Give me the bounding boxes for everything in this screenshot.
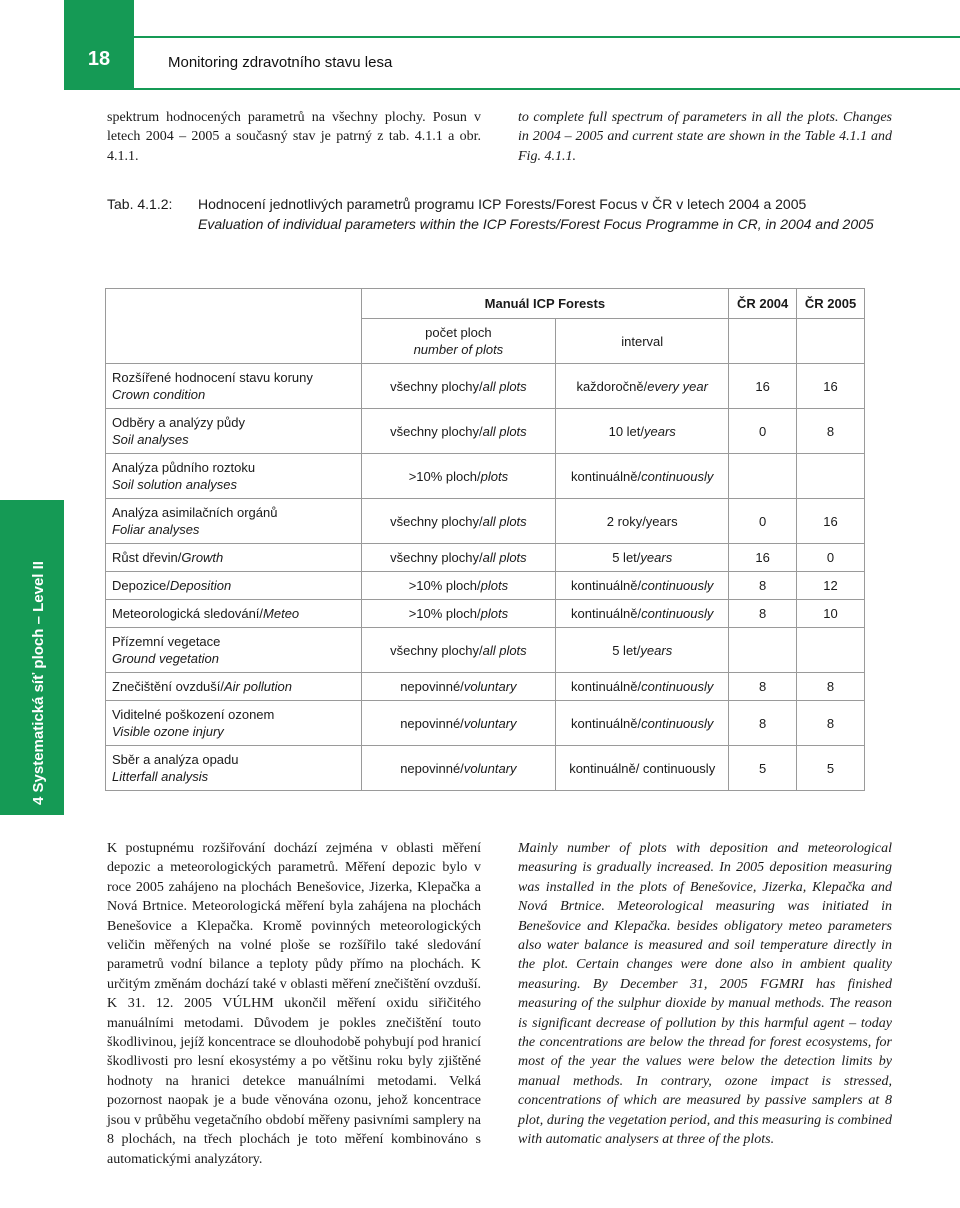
running-title: Monitoring zdravotního stavu lesa [168, 54, 393, 71]
row-parameter-en: Crown condition [112, 387, 206, 402]
row-plots-en: plots [480, 468, 509, 484]
row-parameter-cz: Analýza asimilačních orgánů [112, 505, 278, 520]
row-plots-cz: všechny plochy/ [390, 513, 483, 529]
row-plots-cz: >10% ploch/ [408, 578, 481, 593]
row-parameter-en: Meteo [263, 606, 300, 621]
row-interval-en: continuously [641, 468, 714, 484]
row-parameter-cz: Přízemní vegetace [112, 634, 221, 649]
row-cr2005: 16 [797, 499, 865, 544]
row-cr2005: 0 [797, 544, 865, 572]
table-row [106, 364, 865, 409]
row-plots [361, 701, 556, 746]
row-plots [361, 600, 556, 628]
row-interval [556, 544, 729, 572]
row-interval [556, 499, 729, 544]
row-plots [361, 499, 556, 544]
row-plots-en: all plots [482, 550, 527, 565]
row-plots [361, 628, 556, 673]
row-interval-en: continuously [641, 578, 714, 593]
row-plots [361, 746, 556, 791]
row-cr2004 [729, 454, 797, 499]
row-cr2005: 5 [797, 746, 865, 791]
row-plots-en: voluntary [463, 715, 517, 731]
row-parameter-en: Air pollution [224, 679, 292, 694]
table-row [106, 600, 865, 628]
row-plots-cz: všechny plochy/ [390, 423, 483, 439]
row-cr2004: 0 [729, 499, 797, 544]
row-plots-en: all plots [482, 513, 527, 529]
row-plots-cz: >10% ploch/ [408, 468, 481, 484]
row-parameter [106, 409, 362, 454]
row-parameter-en: Litterfall analysis [112, 769, 209, 784]
row-interval [556, 673, 729, 701]
row-parameter-en: Soil solution analyses [112, 477, 238, 492]
table-caption [107, 195, 897, 234]
row-parameter-en: Visible ozone injury [112, 724, 224, 739]
table-row [106, 628, 865, 673]
row-interval-cz: každoročně/ [576, 378, 648, 394]
row-interval-en: years [640, 550, 673, 565]
row-plots [361, 572, 556, 600]
row-parameter-en: Ground vegetation [112, 651, 219, 666]
row-parameter [106, 746, 362, 791]
table-caption-cz: Hodnocení jednotlivých parametrů programu ICP Forests/Forest Focus v ČR v letech 2004 a 2005 [198, 196, 807, 212]
row-plots [361, 454, 556, 499]
header-manual: Manuál ICP Forests [361, 289, 729, 319]
row-parameter-cz: Odběry a analýzy půdy [112, 415, 245, 430]
row-parameter-cz: Růst dřevin/ [112, 550, 182, 565]
table-row [106, 572, 865, 600]
row-plots [361, 409, 556, 454]
row-parameter [106, 572, 362, 600]
row-cr2004 [729, 628, 797, 673]
header-plots-en: number of plots [413, 342, 504, 357]
page-number: 18 [87, 48, 111, 70]
row-plots [361, 673, 556, 701]
row-cr2004: 8 [729, 600, 797, 628]
row-plots [361, 544, 556, 572]
row-plots-cz: všechny plochy/ [390, 378, 483, 394]
row-parameter-cz: Rozšířené hodnocení stavu koruny [112, 370, 313, 385]
chapter-side-tab-label: 4 Systematická síť ploch – Level II [30, 561, 47, 805]
row-interval [556, 600, 729, 628]
table-row [106, 454, 865, 499]
row-interval-cz: kontinuálně/ [571, 468, 642, 484]
row-plots-cz: všechny plochy/ [390, 550, 483, 565]
row-parameter [106, 544, 362, 572]
row-interval-en: continuously [641, 715, 714, 731]
header-blank-cell [106, 289, 362, 364]
row-interval [556, 628, 729, 673]
row-interval [556, 701, 729, 746]
row-cr2005: 16 [797, 364, 865, 409]
row-plots-en: all plots [482, 423, 527, 439]
row-interval-cz: kontinuálně/ [571, 715, 642, 731]
row-interval-en: years [644, 423, 676, 439]
row-cr2004: 5 [729, 746, 797, 791]
table-row [106, 409, 865, 454]
row-plots-en: voluntary [463, 679, 517, 694]
header-cr2004: ČR 2004 [729, 289, 797, 319]
row-interval-en: continuously [641, 606, 714, 621]
row-interval-cz: kontinuálně/ [571, 679, 642, 694]
row-interval-en: years [640, 642, 673, 658]
row-cr2005 [797, 628, 865, 673]
body-text-en: Mainly number of plots with deposition and meteorological measuring is gradually increased. In 2005 deposition measuring was installed in the plots of Benešovice, Jizerka, Klepačka and Nová Brtnice. Meteorological measuring was initiated in Benešovice and Klepačka. besides obligatory meteo parameters also water balance is measured and soil temperature directly in the plot. Certain changes were done also in ambient quality measuring. By December 31, 2005 FGMRI has finished measuring of the sulphur dioxide by manual methods. The reason is significant decrease of pollution by this harmful agent – today the concentrations are below the thread for forest ecosystems, for most of the year the values were below the detection limits by manual methods. In contrary, ozone impact is stressed, concentrations of which are measured by passive samplers at 8 plot, during the vegetation period, and this measuring is combined with automatic analysers at three of the plots. [518, 841, 892, 1148]
row-plots-en: plots [480, 606, 509, 621]
row-cr2004: 8 [729, 673, 797, 701]
row-cr2004: 8 [729, 572, 797, 600]
row-interval-en: continuously [641, 679, 714, 694]
row-interval [556, 572, 729, 600]
row-parameter-cz: Znečištění ovzduší/ [112, 679, 224, 694]
row-plots-en: all plots [482, 378, 527, 394]
header-cr2005: ČR 2005 [797, 289, 865, 319]
body-text-cz: K postupnému rozšiřování dochází zejména v oblasti měření depozic a meteorologických parametrů. Měření depozic bylo v roce 2005 zahájeno na plochách Benešovice, Jizerka, Klepačka a Nová Brtnice. Meteorologická měření byla zahájena na plochách Benešovice a Klepačka. Kromě povinných meteorologických veličin měřených na volné ploše se rozšířilo také sledování parametrů vodní bilance a teploty půdy přímo na plochách. K určitým změnám dochází také v oblasti měření znečištění ovzduší. K 31. 12. 2005 VÚLHM ukončil měření oxidu siřičitého manuálními metodami. Důvodem je pokles znečištění touto škodlivinou, jejíž koncentrace se dlouhodobě pohybují pod hranicí škodlivosti pro lesní ekosystémy a po většinu roku byly zjištěné hodnoty na hranici detekce manuálními metodami. Velká pozornost naopak je a bude věnována ozonu, jehož koncentrace jsou v průběhu vegetačního období měřeny pasivními samplery na 8 plochách, na třech plochách je toto měření kombinováno s automatickými analyzátory. [107, 841, 481, 1167]
row-parameter [106, 499, 362, 544]
page-number-box [64, 0, 134, 90]
row-plots-en: plots [480, 578, 509, 593]
row-interval [556, 454, 729, 499]
row-parameter [106, 701, 362, 746]
row-parameter-en: Deposition [169, 578, 232, 593]
table-row [106, 544, 865, 572]
parameters-table [105, 288, 865, 791]
row-interval-cz: kontinuálně/ [571, 578, 642, 593]
table-header-row [106, 289, 865, 319]
row-plots [361, 364, 556, 409]
header-interval: interval [556, 319, 729, 364]
row-parameter-en: Soil analyses [112, 432, 189, 447]
table-caption-en: Evaluation of individual parameters within the ICP Forests/Forest Focus Programme in CR, in 2004 and 2005 [198, 215, 874, 232]
row-plots-en: all plots [482, 642, 527, 658]
row-interval-cz: 10 let/ [608, 423, 645, 439]
row-cr2005 [797, 454, 865, 499]
row-plots-cz: nepovinné/ [400, 715, 464, 731]
header-blank-cell [797, 319, 865, 364]
table-row [106, 673, 865, 701]
row-parameter [106, 628, 362, 673]
row-parameter-en: Foliar analyses [112, 522, 200, 537]
row-cr2005: 12 [797, 572, 865, 600]
row-interval-cz: 2 roky/years [606, 513, 678, 529]
table-row [106, 701, 865, 746]
row-interval-cz: kontinuálně/ continuously [569, 760, 716, 776]
row-cr2004: 16 [729, 544, 797, 572]
table-row [106, 499, 865, 544]
row-interval [556, 409, 729, 454]
row-interval-cz: 5 let/ [612, 642, 641, 658]
row-interval-en: every year [647, 378, 708, 394]
header-plots [361, 319, 556, 364]
row-parameter [106, 364, 362, 409]
row-plots-cz: >10% ploch/ [408, 606, 481, 621]
row-parameter [106, 600, 362, 628]
row-plots-cz: nepovinné/ [400, 760, 464, 776]
row-interval-cz: kontinuálně/ [571, 606, 642, 621]
header-blank-cell [729, 319, 797, 364]
table-caption-label: Tab. 4.1.2: [107, 196, 173, 212]
row-parameter-cz: Depozice/ [112, 578, 170, 593]
row-cr2004: 8 [729, 701, 797, 746]
row-cr2005: 8 [797, 701, 865, 746]
row-parameter-en: Growth [181, 550, 224, 565]
row-interval-cz: 5 let/ [612, 550, 641, 565]
row-cr2004: 0 [729, 409, 797, 454]
row-parameter [106, 673, 362, 701]
intro-text-en: to complete full spectrum of parameters in all the plots. Changes in 2004 – 2005 and current state are shown in the Table 4.1.1 and Fig. 4.1.1. [518, 110, 892, 164]
row-plots-cz: nepovinné/ [400, 679, 464, 694]
row-parameter [106, 454, 362, 499]
row-interval [556, 746, 729, 791]
row-parameter-cz: Meteorologická sledování/ [112, 606, 264, 621]
intro-text-cz: spektrum hodnocených parametrů na všechny plochy. Posun v letech 2004 – 2005 a současný stav je patrný z tab. 4.1.1 a obr. 4.1.1. [107, 110, 481, 164]
header-plots-cz: počet ploch [425, 325, 492, 340]
row-plots-en: voluntary [463, 760, 517, 776]
table-row [106, 746, 865, 791]
row-plots-cz: všechny plochy/ [390, 642, 483, 658]
row-parameter-cz: Analýza půdního roztoku [112, 460, 256, 475]
row-parameter-cz: Viditelné poškození ozonem [112, 707, 275, 722]
row-interval [556, 364, 729, 409]
row-cr2005: 8 [797, 409, 865, 454]
row-cr2005: 10 [797, 600, 865, 628]
row-parameter-cz: Sběr a analýza opadu [112, 752, 239, 767]
row-cr2005: 8 [797, 673, 865, 701]
row-cr2004: 16 [729, 364, 797, 409]
